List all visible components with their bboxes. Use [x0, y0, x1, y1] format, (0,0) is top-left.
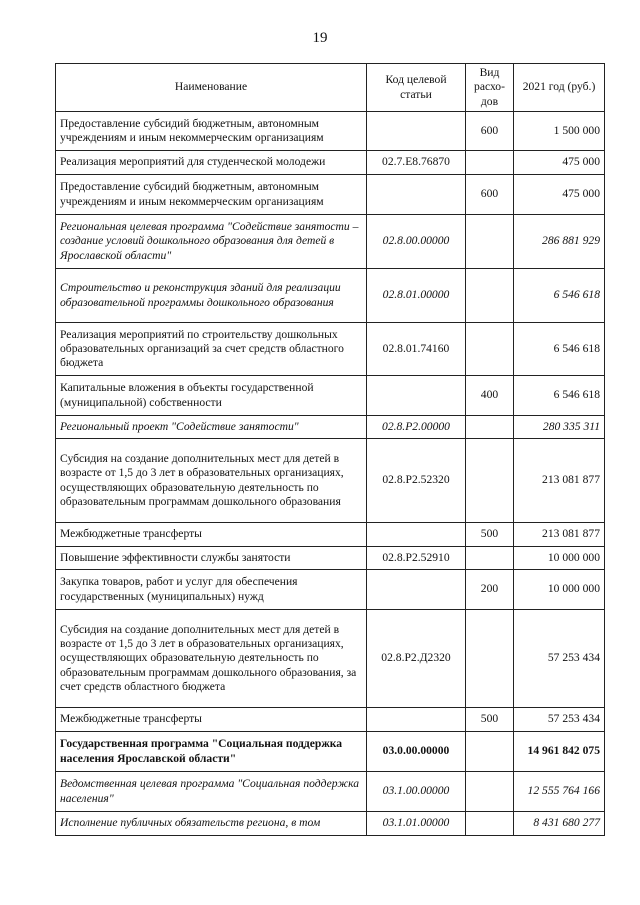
row-vid-cell: 600 [466, 112, 514, 151]
row-vid-cell: 500 [466, 708, 514, 732]
row-name-cell: Предоставление субсидий бюджетным, автономным учреждениям и иным некоммерческим организациям [56, 175, 367, 215]
row-name-cell: Субсидия на создание дополнительных мест для детей в возрасте от 1,5 до 3 лет в образовательных организациях, осуществляющих образовательную деятельность по образовательным программам дошкольного образования, за счет средств областного бюджета [56, 610, 367, 708]
header-amount: 2021 год (руб.) [514, 64, 605, 112]
row-vid-cell: 400 [466, 376, 514, 416]
row-vid-cell [466, 610, 514, 708]
table-row [56, 215, 605, 269]
row-vid-cell [466, 151, 514, 175]
row-code-cell: 02.8.Р2.52320 [367, 439, 466, 523]
table-row [56, 416, 605, 439]
row-amount-cell: 6 546 618 [514, 376, 605, 416]
row-vid-cell [466, 269, 514, 323]
table-row [56, 323, 605, 376]
page-number: 19 [312, 30, 328, 46]
row-name-cell: Региональный проект "Содействие занятости" [56, 416, 367, 439]
row-vid-cell [466, 732, 514, 772]
row-amount-cell: 213 081 877 [514, 439, 605, 523]
row-code-cell: 03.0.00.00000 [367, 732, 466, 772]
table-row [56, 547, 605, 570]
row-code-cell [367, 175, 466, 215]
row-amount-cell: 475 000 [514, 175, 605, 215]
row-vid-cell: 200 [466, 570, 514, 610]
row-amount-cell: 10 000 000 [514, 547, 605, 570]
row-code-cell [367, 708, 466, 732]
row-name-cell: Предоставление субсидий бюджетным, автономным учреждениям и иным некоммерческим организациям [56, 112, 367, 151]
table-row [56, 439, 605, 523]
row-name-cell: Закупка товаров, работ и услуг для обеспечения государственных (муниципальных) нужд [56, 570, 367, 610]
row-amount-cell: 10 000 000 [514, 570, 605, 610]
row-code-cell: 03.1.00.00000 [367, 772, 466, 812]
header-vid: Вид расхо-дов [466, 64, 514, 112]
table-row [56, 523, 605, 547]
row-name-cell: Ведомственная целевая программа "Социальная поддержка населения" [56, 772, 367, 812]
row-name-cell: Реализация мероприятий по строительству дошкольных образовательных организаций за счет средств областного бюджета [56, 323, 367, 376]
row-vid-cell [466, 416, 514, 439]
row-code-cell: 02.8.Р2.52910 [367, 547, 466, 570]
row-amount-cell: 286 881 929 [514, 215, 605, 269]
row-name-cell: Государственная программа "Социальная поддержка населения Ярославской области" [56, 732, 367, 772]
row-amount-cell: 475 000 [514, 151, 605, 175]
row-vid-cell [466, 812, 514, 836]
row-vid-cell: 500 [466, 523, 514, 547]
row-amount-cell: 14 961 842 075 [514, 732, 605, 772]
header-name: Наименование [56, 64, 367, 112]
table-row [56, 112, 605, 151]
row-code-cell: 03.1.01.00000 [367, 812, 466, 836]
table-row [56, 570, 605, 610]
row-code-cell: 02.8.Р2.Д2320 [367, 610, 466, 708]
row-name-cell: Капитальные вложения в объекты государственной (муниципальной) собственности [56, 376, 367, 416]
table-row [56, 708, 605, 732]
row-amount-cell: 57 253 434 [514, 610, 605, 708]
row-vid-cell: 600 [466, 175, 514, 215]
row-code-cell [367, 376, 466, 416]
row-name-cell: Повышение эффективности службы занятости [56, 547, 367, 570]
row-name-cell: Строительство и реконструкция зданий для реализации образовательной программы дошкольного образования [56, 269, 367, 323]
row-code-cell [367, 523, 466, 547]
table-row [56, 151, 605, 175]
row-amount-cell: 1 500 000 [514, 112, 605, 151]
row-code-cell: 02.8.00.00000 [367, 215, 466, 269]
table-row [56, 772, 605, 812]
row-amount-cell: 57 253 434 [514, 708, 605, 732]
table-row [56, 175, 605, 215]
row-amount-cell: 12 555 764 166 [514, 772, 605, 812]
row-name-cell: Реализация мероприятий для студенческой молодежи [56, 151, 367, 175]
table-row [56, 376, 605, 416]
row-name-cell: Межбюджетные трансферты [56, 708, 367, 732]
row-code-cell [367, 570, 466, 610]
row-name-cell: Межбюджетные трансферты [56, 523, 367, 547]
table-header-row [56, 64, 605, 112]
table-row [56, 812, 605, 836]
row-name-cell: Исполнение публичных обязательств региона, в том [56, 812, 367, 836]
table-row [56, 610, 605, 708]
budget-table [55, 63, 605, 836]
row-vid-cell [466, 772, 514, 812]
row-amount-cell: 6 546 618 [514, 269, 605, 323]
row-amount-cell: 213 081 877 [514, 523, 605, 547]
row-vid-cell [466, 547, 514, 570]
row-code-cell [367, 112, 466, 151]
table-row [56, 732, 605, 772]
row-name-cell: Субсидия на создание дополнительных мест для детей в возрасте от 1,5 до 3 лет в образовательных организациях, осуществляющих образовательную деятельность по образовательным программам дошкольного образования [56, 439, 367, 523]
row-code-cell: 02.8.Р2.00000 [367, 416, 466, 439]
header-code: Код целевой статьи [367, 64, 466, 112]
row-vid-cell [466, 323, 514, 376]
row-code-cell: 02.7.Е8.76870 [367, 151, 466, 175]
row-name-cell: Региональная целевая программа "Содействие занятости – создание условий дошкольного образования для детей в Ярославской области" [56, 215, 367, 269]
row-amount-cell: 6 546 618 [514, 323, 605, 376]
row-vid-cell [466, 215, 514, 269]
table-row [56, 269, 605, 323]
row-amount-cell: 280 335 311 [514, 416, 605, 439]
row-code-cell: 02.8.01.74160 [367, 323, 466, 376]
row-amount-cell: 8 431 680 277 [514, 812, 605, 836]
row-code-cell: 02.8.01.00000 [367, 269, 466, 323]
table-body [56, 112, 605, 836]
row-vid-cell [466, 439, 514, 523]
